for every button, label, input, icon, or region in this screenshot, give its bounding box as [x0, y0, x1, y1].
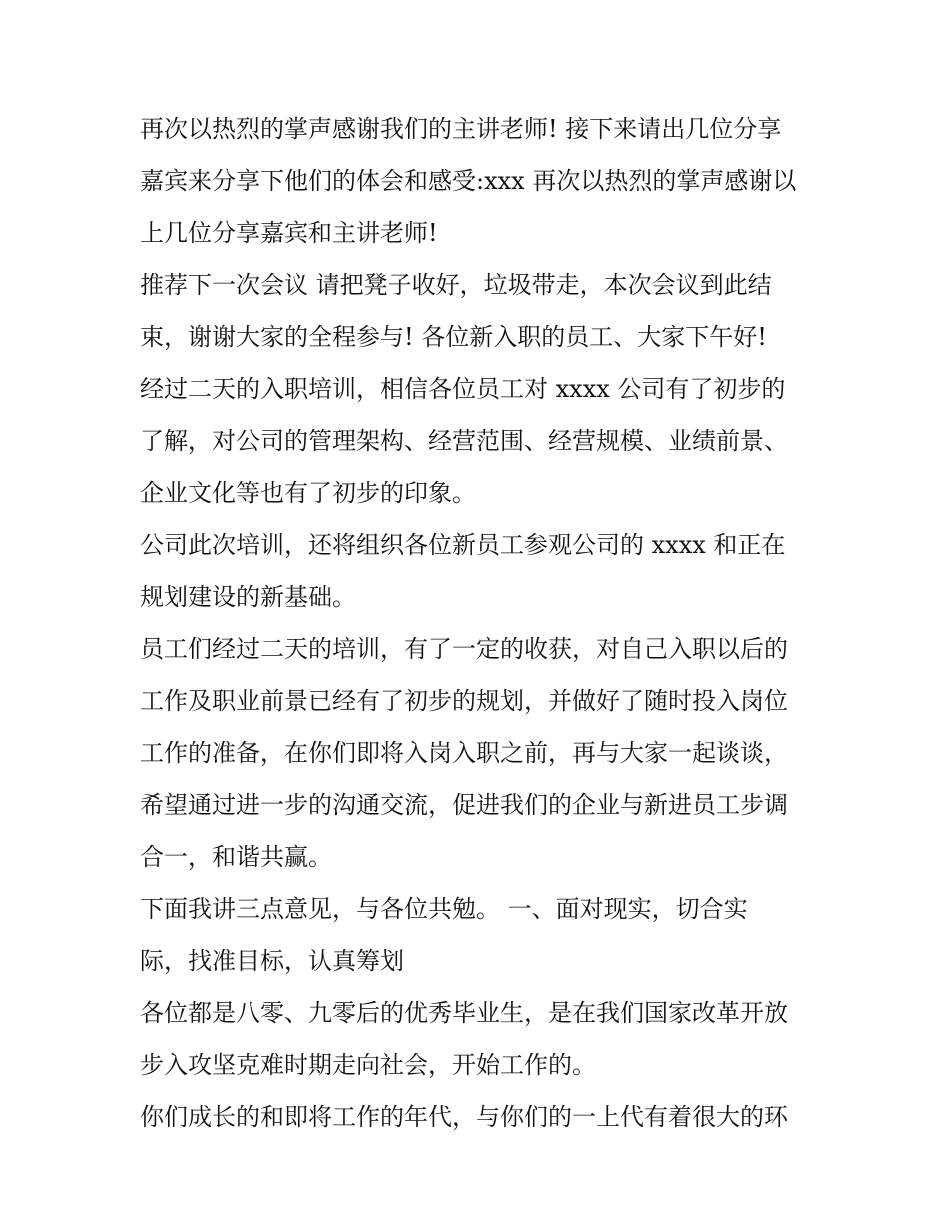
text-line: 推荐下一次会议 请把凳子收好，垃圾带走，本次会议到此结 [140, 271, 772, 299]
text-line: 下面我讲三点意见，与各位共勉。 一、面对现实，切合实 [140, 895, 748, 923]
text-line: 束，谢谢大家的全程参与! 各位新入职的员工、大家下午好! [140, 323, 767, 351]
text-line: 工作的准备，在你们即将入岗入职之前，再与大家一起谈谈， [140, 739, 788, 767]
text-line: 上几位分享嘉宾和主讲老师! [140, 219, 438, 247]
text-line: 规划建设的新基础。 [140, 583, 356, 611]
text-line: 际，找准目标，认真筹划 [140, 947, 404, 975]
text-line: 再次以热烈的掌声感谢我们的主讲老师! 接下来请出几位分享 [140, 115, 782, 143]
text-line: 公司此次培训，还将组织各位新员工参观公司的 xxxx 和正在 [140, 531, 786, 559]
text-line: 步入攻坚克难时期走向社会，开始工作的。 [140, 1051, 596, 1079]
text-line: 嘉宾来分享下他们的体会和感受:xxx 再次以热烈的掌声感谢以 [140, 167, 797, 195]
text-line: 工作及职业前景已经有了初步的规划，并做好了随时投入岗位 [140, 687, 788, 715]
text-line: 员工们经过二天的培训，有了一定的收获，对自己入职以后的 [140, 635, 788, 663]
text-line: 了解，对公司的管理架构、经营范围、经营规模、业绩前景、 [140, 427, 788, 455]
text-line: 经过二天的入职培训，相信各位员工对 xxxx 公司有了初步的 [140, 375, 786, 403]
text-line: 企业文化等也有了初步的印象。 [140, 479, 476, 507]
text-line: 合一，和谐共赢。 [140, 843, 332, 871]
text-line: 希望通过进一步的沟通交流，促进我们的企业与新进员工步调 [140, 791, 788, 819]
document-body [140, 103, 820, 1143]
text-line: 你们成长的和即将工作的年代，与你们的一上代有着很大的环 [140, 1103, 788, 1131]
text-line: 各位都是八零、九零后的优秀毕业生，是在我们国家改革开放 [140, 999, 788, 1027]
